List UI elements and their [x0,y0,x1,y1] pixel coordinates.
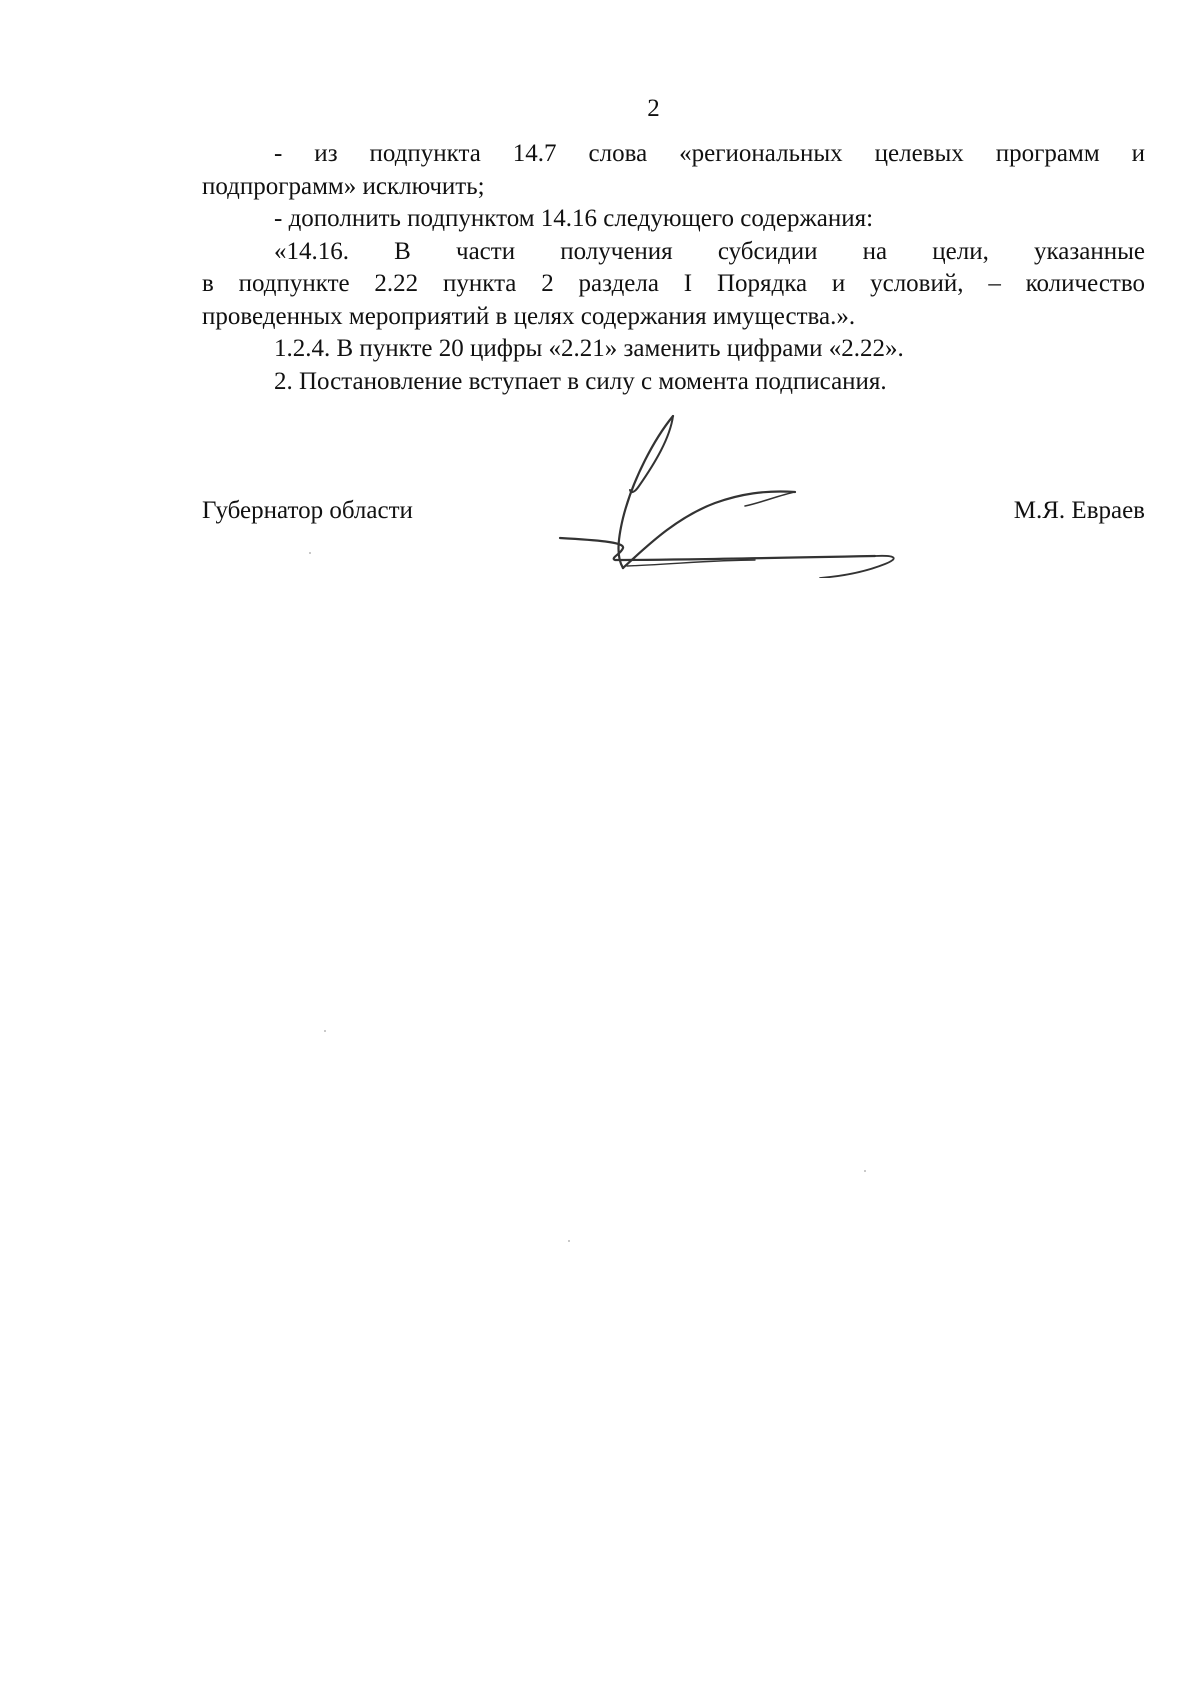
handwritten-signature [555,408,925,578]
document-body [202,138,1145,398]
scan-speck [309,552,311,554]
signatory-position: Губернатор области [202,497,413,524]
paragraph-effective-date: 2. Постановление вступает в силу с момента подписания. [274,367,887,395]
paragraph-subpoint-text-line-1: «14.16. В части получения субсидии на цели, указанные [274,237,1145,265]
paragraph-subpoint-text-line-2: в подпункте 2.22 пункта 2 раздела I Порядка и условий, – количество [202,270,1145,297]
paragraph-exclude-line-1: - из подпункта 14.7 слова «региональных целевых программ и [274,140,1145,167]
paragraph-exclude-line-2: подпрограмм» исключить; [202,172,485,200]
scan-speck [864,1170,866,1172]
paragraph-add-subpoint: - дополнить подпунктом 14.16 следующего содержания: [274,205,874,232]
page-number: 2 [647,95,660,122]
signatory-name: М.Я. Евраев [1013,497,1145,524]
scan-speck [568,1240,570,1242]
paragraph-subpoint-text-line-3: проведенных мероприятий в целях содержания имущества.». [202,302,856,330]
paragraph-point-20: 1.2.4. В пункте 20 цифры «2.21» заменить цифрами «2.22». [274,335,904,362]
scan-speck [324,1030,326,1032]
